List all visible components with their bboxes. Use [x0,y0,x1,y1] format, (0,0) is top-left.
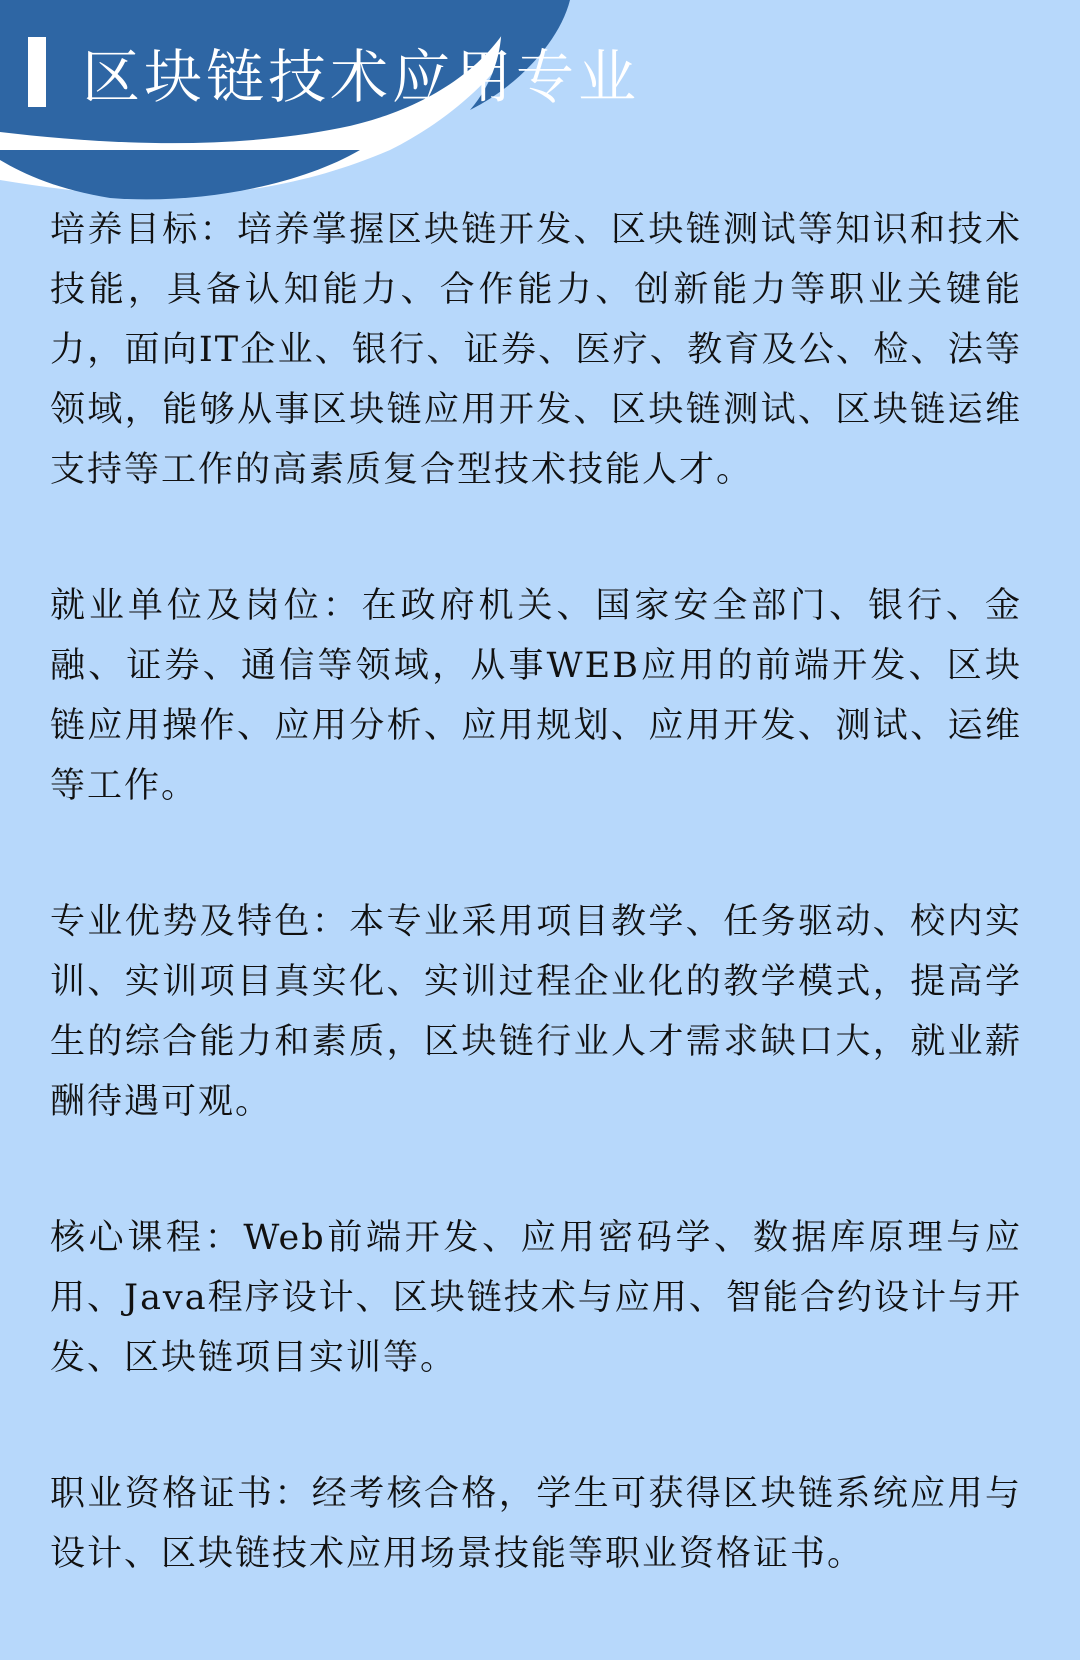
section-training-goal [50,200,1022,500]
section-paragraph [50,1464,1022,1584]
title-accent-bar [28,37,46,107]
page-title: 区块链技术应用专业 [82,43,641,111]
section-body: 培养掌握区块链开发、区块链测试等知识和技术技能，具备认知能力、合作能力、创新能力等职业关键能力，面向IT企业、银行、证券、医疗、教育及公、检、法等领域，能够从事区块链应用开发、区块链测试、区块链运维支持等工作的高素质复合型技术技能人才。 [50,210,1022,490]
content-area [50,200,1022,1660]
section-advantages [50,892,1022,1132]
section-paragraph [50,1208,1022,1388]
section-label: 职业资格证书： [50,1474,312,1514]
section-paragraph [50,892,1022,1132]
section-body: 经考核合格，学生可获得区块链系统应用与设计、区块链技术应用场景技能等职业资格证书。 [50,1474,1022,1574]
section-core-courses [50,1208,1022,1388]
section-label: 培养目标： [50,210,237,250]
section-employment [50,576,1022,816]
section-label: 核心课程： [50,1218,244,1258]
section-body: 本专业采用项目教学、任务驱动、校内实训、实训项目真实化、实训过程企业化的教学模式，提高学生的综合能力和素质，区块链行业人才需求缺口大，就业薪酬待遇可观。 [50,902,1022,1122]
section-certificates [50,1464,1022,1584]
section-body: Web前端开发、应用密码学、数据库原理与应用、Java程序设计、区块链技术与应用、智能合约设计与开发、区块链项目实训等。 [50,1218,1022,1378]
section-paragraph [50,576,1022,816]
section-label: 专业优势及特色： [50,902,350,942]
section-label: 就业单位及岗位： [50,586,362,626]
section-body: 在政府机关、国家安全部门、银行、金融、证券、通信等领域，从事WEB应用的前端开发、区块链应用操作、应用分析、应用规划、应用开发、测试、运维等工作。 [50,586,1022,806]
section-paragraph [50,200,1022,500]
